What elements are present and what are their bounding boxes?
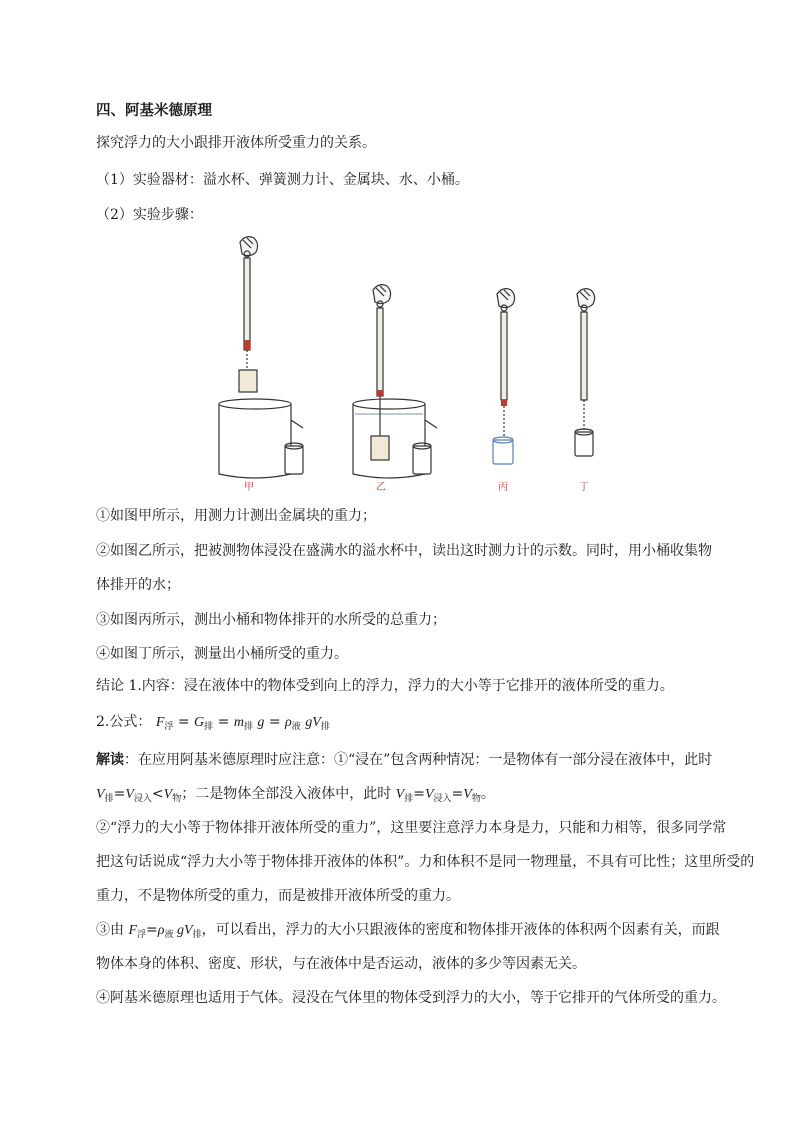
figure-c-bucket [493,440,513,464]
figure-c-spring-scale [501,312,507,400]
section-heading: 四、阿基米德原理 [96,102,212,119]
figure-label-a: 甲 [244,482,254,493]
figure-label-b: 乙 [376,482,386,493]
steps-title: （2）实验步骤： [96,207,203,223]
figure-b-metal-block [371,436,389,460]
figure-label-d: 丁 [579,482,589,493]
step-1: ①如图甲所示，用测力计测出金属块的重力； [96,508,376,524]
step-2-line2: 体排开的水； [96,577,180,593]
step-4: ④如图丁所示，测量出小桶所受的重力。 [96,646,348,662]
intro-text: 探究浮力的大小跟排开液体所受重力的关系。 [96,135,376,151]
figure-d-bucket [575,432,593,456]
figure-label-c: 丙 [498,482,508,493]
equipment-text: （1）实验器材：溢水杯、弹簧测力计、金属块、水、小桶。 [96,172,469,188]
formula-line: 2.公式： $F_浮 = G_排 = m_排$ $g = \rho_液$ $gV_排$ [96,714,330,732]
figure-a-bucket [285,446,303,474]
explain-p2-line1: ②“浮力的大小等于物体排开液体所受的重力”，这里要注意浮力本身是力，只能和力相等，很多同学常 [96,820,727,836]
figure-b-spring-scale [377,308,383,396]
figure-c-hand-icon [497,289,515,308]
experiment-figure [205,228,625,500]
explain-p2-line3: 重力，不是物体所受的重力，而是被排开液体所受的重力。 [96,888,460,904]
conclusion-text: 结论 1.内容：浸在液体中的物体受到向上的浮力，浮力的大小等于它排开的液体所受的重力。 [96,678,674,694]
figure-b-bucket [413,446,431,474]
explain-p1-line1: 解读：在应用阿基米德原理时应注意：①“浸在”包含两种情况：一是物体有一部分浸在液体中，此时 [96,752,713,768]
explain-p3-line2: 物体本身的体积、密度、形状，与在液体中是否运动，液体的多少等因素无关。 [96,956,586,972]
figure-d-spring-scale [581,312,587,400]
figure-b-hand-icon [373,285,391,304]
explain-p2-line2: 把这句话说成“浮力大小等于物体排开液体的体积”。力和体积不是同一物理量，不具有可比性；这里所受的 [96,854,755,870]
figure-a-spring-scale [244,258,250,350]
step-2-line1: ②如图乙所示，把被测物体浸没在盛满水的溢水杯中，读出这时测力计的示数。同时，用小桶收集物 [96,543,712,559]
figure-d-hand-icon [577,289,595,308]
figure-a-overflow-cup [219,404,291,478]
step-3: ③如图丙所示，测出小桶和物体排开的水所受的总重力； [96,612,446,628]
figure-a-hand-icon [240,237,258,256]
explain-p4: ④阿基米德原理也适用于气体。浸没在气体里的物体受到浮力的大小，等于它排开的气体所受的重力。 [96,990,726,1006]
explain-p1-line2: $V_排=V_{浸入}<V_物$；二是物体全部没入液体中，此时 $V_排=V_{浸入}=V_物$。 [96,786,495,804]
explain-p3-line1: ③由 $F_浮=\rho_液$ $gV_排$，可以看出，浮力的大小只跟液体的密度和物体排开液体的体积两个因素有关，而跟 [96,922,720,940]
figure-a-metal-block [239,370,257,392]
